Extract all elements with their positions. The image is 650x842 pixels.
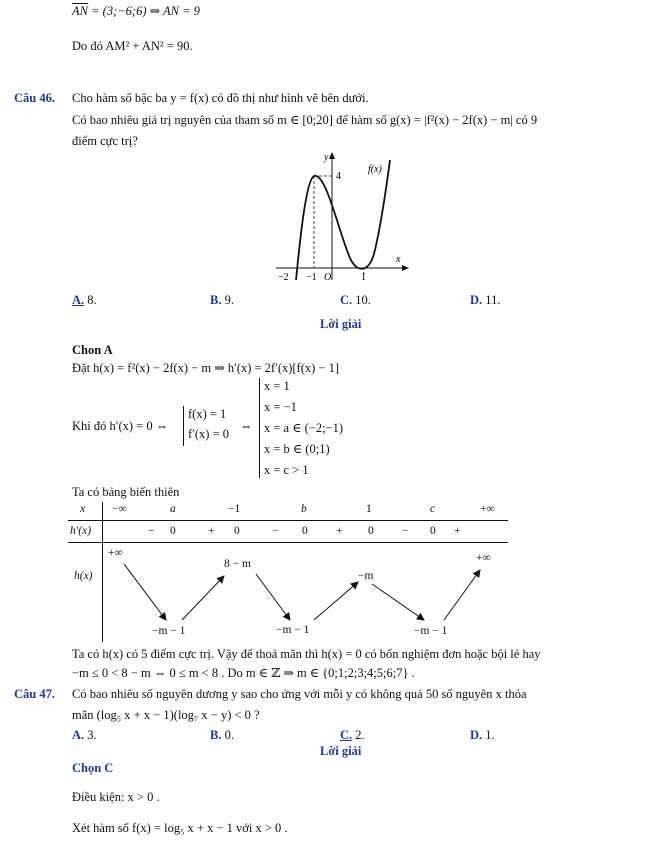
system1-bracket bbox=[183, 406, 184, 446]
table-hp-10: + bbox=[454, 525, 461, 537]
q47-xet: Xét hàm số f(x) = log₅ x + x − 1 với x > 0 . bbox=[72, 821, 288, 835]
table-hp-head: h′(x) bbox=[70, 525, 92, 537]
system2-eq5: x = c > 1 bbox=[264, 463, 309, 477]
y-axis-arrow-icon bbox=[329, 152, 335, 159]
q47-choice-a[interactable]: A. 3. bbox=[72, 728, 97, 742]
q47-choice-d[interactable]: D. 1. bbox=[470, 728, 495, 742]
x-axis-label: x bbox=[396, 254, 401, 265]
q46-choice-b[interactable]: B. 9. bbox=[210, 293, 234, 307]
arrow-6 bbox=[444, 570, 480, 620]
table-hp-3: 0 bbox=[234, 525, 240, 537]
variation-table bbox=[68, 502, 508, 642]
tick-4: 4 bbox=[336, 171, 341, 182]
q46-conclusion-2: −m ≤ 0 < 8 − m ⇔ 0 ≤ m < 8 . Do m ∈ ℤ ⇒ m ∈ {0;1;2;3;4;5;6;7} . bbox=[72, 666, 415, 680]
table-x-val-0: −∞ bbox=[112, 503, 127, 515]
q46-solution-title: Lời giải bbox=[320, 317, 362, 331]
table-h-top-right: +∞ bbox=[476, 552, 491, 564]
table-hp-8: − bbox=[402, 525, 409, 537]
vector-an-value: = (3;−6;6) ⇒ AN = 9 bbox=[87, 4, 200, 18]
arrow-1 bbox=[124, 564, 166, 620]
cubic-curve bbox=[296, 160, 390, 280]
table-x-val-6: +∞ bbox=[480, 503, 495, 515]
table-h-mid-2: −m bbox=[358, 570, 374, 582]
q46-conclusion-1: Ta có h(x) có 5 điểm cực trị. Vậy để thoả mãn thì h(x) = 0 có bốn nghiệm đơn hoặc bội lẻ hay bbox=[72, 647, 541, 661]
q47-chon: Chọn C bbox=[72, 761, 114, 775]
system2-eq2: x = −1 bbox=[264, 400, 297, 414]
system2-eq3: x = a ∈ (−2;−1) bbox=[264, 421, 343, 435]
table-h-top-left: +∞ bbox=[108, 547, 123, 559]
table-x-val-5: c bbox=[430, 503, 436, 515]
system2-eq1: x = 1 bbox=[264, 379, 290, 393]
q46-table-intro: Ta có bảng biến thiên bbox=[72, 485, 180, 499]
table-x-head: x bbox=[80, 503, 86, 515]
q46-khi-do: Khi đó h′(x) = 0 ⇔ bbox=[72, 419, 169, 433]
tick-minus-1: −1 bbox=[306, 272, 317, 283]
table-h-mid-1: 8 − m bbox=[224, 558, 251, 570]
table-hp-2: + bbox=[208, 525, 215, 537]
q47-solution-title: Lời giải bbox=[320, 744, 362, 758]
arrow-3 bbox=[256, 574, 290, 620]
arrow-4 bbox=[314, 582, 358, 620]
variation-arrows bbox=[68, 502, 508, 642]
table-h-bot-1: −m − 1 bbox=[152, 625, 186, 637]
y-axis-label: y bbox=[324, 152, 329, 163]
system2-eq4: x = b ∈ (0;1) bbox=[264, 442, 330, 456]
q47-dieu-kien: Điều kiện: x > 0 . bbox=[72, 790, 160, 804]
top-vector-line bbox=[72, 3, 200, 19]
tick-1: 1 bbox=[361, 272, 366, 283]
system2-bracket bbox=[259, 378, 260, 478]
table-h-bot-2: −m − 1 bbox=[276, 624, 310, 636]
q47-label: Câu 47. bbox=[14, 687, 55, 701]
q47-stem-1: Có bao nhiêu số nguyên dương y sao cho ứng với mỗi y có không quá 50 số nguyên x thỏa bbox=[72, 687, 527, 701]
table-x-val-2: −1 bbox=[228, 503, 241, 515]
q46-stem-3: điểm cực trị? bbox=[72, 134, 138, 148]
table-x-val-1: a bbox=[170, 503, 176, 515]
q47-choice-c[interactable]: C. 2. bbox=[340, 728, 365, 742]
q46-label: Câu 46. bbox=[14, 91, 55, 105]
table-hp-9: 0 bbox=[430, 525, 436, 537]
q46-choice-c[interactable]: C. 10. bbox=[340, 293, 371, 307]
x-axis-arrow-icon bbox=[402, 265, 409, 271]
q46-chon: Chon A bbox=[72, 343, 113, 357]
system1-eq2: f′(x) = 0 bbox=[188, 427, 230, 441]
table-h-head: h(x) bbox=[74, 570, 93, 582]
table-h-bot-3: −m − 1 bbox=[414, 625, 448, 637]
tick-minus-2: −2 bbox=[278, 272, 289, 283]
table-hp-6: + bbox=[336, 525, 343, 537]
q46-choice-a[interactable]: A. 8. bbox=[72, 293, 97, 307]
q47-stem-2: mãn (log₅ x + x − 1)(log₇ x − y) < 0 ? bbox=[72, 708, 260, 722]
curve-label: f(x) bbox=[368, 164, 382, 175]
q46-stem-2: Có bao nhiêu giá trị nguyên của tham số m ∈ [0;20] để hàm số g(x) = |f²(x) − 2f(x) − m| có 9 bbox=[72, 113, 538, 127]
q47-choice-b[interactable]: B. 0. bbox=[210, 728, 234, 742]
arrow-5 bbox=[372, 584, 424, 620]
table-x-val-3: b bbox=[301, 503, 307, 515]
table-hp-1: 0 bbox=[170, 525, 176, 537]
table-x-val-4: 1 bbox=[366, 503, 372, 515]
table-hp-4: − bbox=[272, 525, 279, 537]
table-hp-5: 0 bbox=[302, 525, 308, 537]
arrow-2 bbox=[182, 576, 224, 620]
vector-an: $\overline{AN}$ bbox=[72, 4, 88, 18]
origin-label: O bbox=[324, 272, 332, 283]
system1-eq1: f(x) = 1 bbox=[188, 407, 227, 421]
q46-dat: Đặt h(x) = f²(x) − 2f(x) − m ⇒ h′(x) = 2f′(x)[f(x) − 1] bbox=[72, 361, 340, 375]
q46-stem-1: Cho hàm số bậc ba y = f(x) có đồ thị như hình vẽ bên dưới. bbox=[72, 91, 369, 105]
top-conclusion: Do đó AM² + AN² = 90. bbox=[72, 39, 193, 53]
q46-choice-d[interactable]: D. 11. bbox=[470, 293, 501, 307]
table-hp-7: 0 bbox=[368, 525, 374, 537]
table-hp-0: − bbox=[148, 525, 155, 537]
cubic-graph bbox=[272, 150, 412, 285]
q46-equiv: ⇔ bbox=[240, 419, 253, 433]
